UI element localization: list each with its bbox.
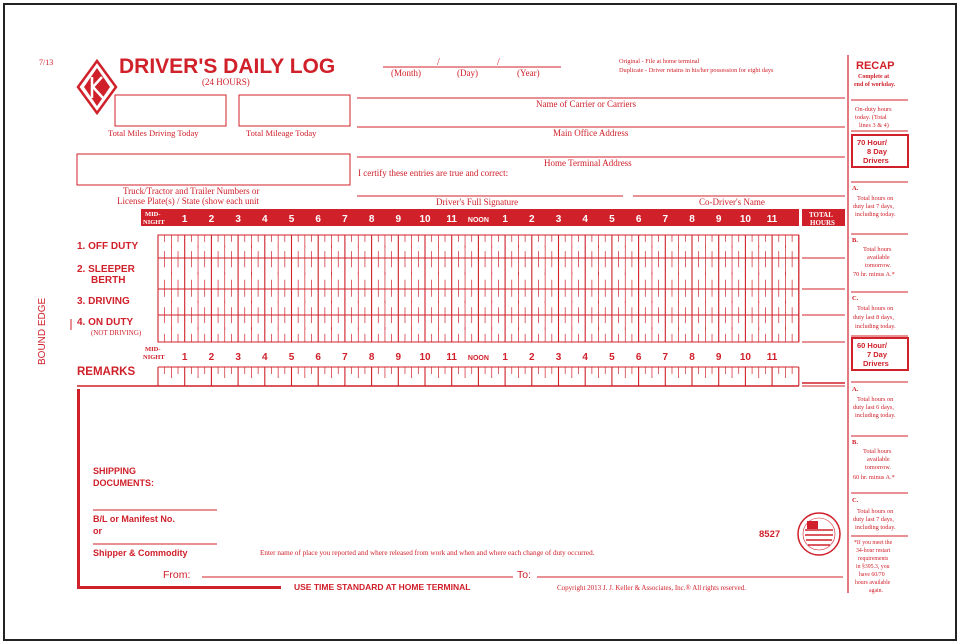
remarks-label: REMARKS bbox=[77, 366, 136, 378]
hour-label: 9 bbox=[715, 214, 722, 225]
hour-label: 11 bbox=[766, 214, 778, 225]
vehicle-numbers-label-2: License Plate(s) / State (show each unit bbox=[117, 196, 259, 206]
midnight-label-lower-top: MID- bbox=[145, 346, 161, 353]
hour-label-lower: 6 bbox=[635, 352, 642, 363]
shipper-commodity-label: Shipper & Commodity bbox=[93, 548, 188, 558]
date-field[interactable] bbox=[383, 57, 561, 78]
home-terminal-label: Home Terminal Address bbox=[544, 158, 632, 168]
recap-70-3: Drivers bbox=[863, 156, 889, 165]
recap-60-b-1: Total hours bbox=[863, 448, 892, 455]
recap-70-c-2: duty last 8 days, bbox=[853, 314, 894, 321]
total-hours-label-top: TOTAL bbox=[809, 211, 833, 219]
hour-label: 3 bbox=[555, 214, 562, 225]
svg-text:/: / bbox=[497, 57, 500, 68]
hour-label-lower: 8 bbox=[368, 352, 375, 363]
hour-label: 9 bbox=[395, 214, 402, 225]
recap-60-b: B. bbox=[852, 439, 858, 446]
form-subtitle: (24 HOURS) bbox=[202, 77, 250, 87]
recap-70-b-1: Total hours bbox=[863, 246, 892, 253]
hour-label: 10 bbox=[739, 214, 751, 225]
recap-title: RECAP bbox=[856, 60, 895, 72]
hour-label: 4 bbox=[582, 214, 588, 225]
recap-70-a-3: including today. bbox=[855, 211, 896, 218]
hour-label-lower: 4 bbox=[262, 352, 268, 363]
remarks-left-bar bbox=[77, 389, 80, 589]
row-label-on-duty: 4. ON DUTY bbox=[77, 317, 134, 328]
hour-label-lower: 1 bbox=[181, 352, 188, 363]
hour-label-lower: 5 bbox=[288, 352, 295, 363]
driver-signature-label: Driver's Full Signature bbox=[436, 197, 519, 207]
hour-label: 6 bbox=[635, 214, 642, 225]
recap-60-c-3: including today. bbox=[855, 524, 896, 531]
total-miles-driving-label: Total Miles Driving Today bbox=[108, 128, 199, 138]
svg-text:/: / bbox=[437, 57, 440, 68]
bl-manifest-label: B/L or Manifest No. bbox=[93, 514, 175, 524]
recap-60-c: C. bbox=[852, 497, 859, 504]
hour-label: 8 bbox=[368, 214, 375, 225]
hour-label: 7 bbox=[662, 214, 669, 225]
hour-label-lower: 2 bbox=[529, 352, 535, 363]
carrier-label: Name of Carrier or Carriers bbox=[536, 99, 636, 109]
hour-label-lower: 1 bbox=[502, 352, 508, 363]
recap-60-a-1: Total hours on bbox=[857, 396, 894, 403]
log-sheet bbox=[3, 3, 957, 641]
recap-60-b-3: tomorrow. bbox=[865, 464, 891, 471]
hour-label-lower: 11 bbox=[766, 352, 778, 363]
recap-60-c-2: duty last 7 days, bbox=[853, 516, 894, 523]
recap-sub-2: end of workday. bbox=[854, 82, 896, 88]
recap-note-7: again. bbox=[869, 588, 884, 594]
remarks-bottom-bar bbox=[77, 586, 281, 589]
form-number: 8527 bbox=[759, 529, 781, 540]
midnight-label-bottom: NIGHT bbox=[143, 219, 165, 226]
hour-label-lower: 8 bbox=[689, 352, 695, 363]
noon-label: NOON bbox=[467, 217, 489, 224]
recap-70-a-1: Total hours on bbox=[857, 195, 894, 202]
vehicle-numbers-label-1: Truck/Tractor and Trailer Numbers or bbox=[123, 186, 260, 196]
total-hours-column[interactable] bbox=[802, 258, 845, 386]
hour-label: 1 bbox=[502, 214, 508, 225]
hour-label-lower: 4 bbox=[582, 352, 588, 363]
recap-note-6: hours available bbox=[855, 580, 891, 586]
remarks-instructions: Enter name of place you reported and where released from work and when and where each change of duty occurred. bbox=[260, 549, 595, 557]
hour-label-lower: 3 bbox=[555, 352, 562, 363]
recap-70-b-3: tomorrow. bbox=[865, 262, 891, 269]
row-label-sleeper: 2. SLEEPER bbox=[77, 264, 135, 275]
recap-70-c: C. bbox=[852, 295, 859, 302]
hour-label: 11 bbox=[446, 214, 457, 225]
hour-label-lower: 5 bbox=[609, 352, 615, 363]
recap-note-1: *If you meet the bbox=[854, 540, 893, 546]
recap-60-b-4: 60 hr. minus A.* bbox=[853, 474, 895, 481]
hour-label-lower: 7 bbox=[342, 352, 348, 363]
codriver-label: Co-Driver's Name bbox=[699, 197, 765, 207]
hour-label: 1 bbox=[181, 214, 188, 225]
hour-label: 2 bbox=[208, 214, 215, 225]
date-year-label: (Year) bbox=[517, 68, 540, 78]
shipping-label: SHIPPING bbox=[93, 466, 137, 476]
to-label: To: bbox=[517, 569, 532, 581]
hour-label-lower: 3 bbox=[235, 352, 241, 363]
hour-label: 6 bbox=[315, 214, 321, 225]
original-note: Original - File at home terminal bbox=[619, 58, 700, 65]
row-label-sleeper-berth: BERTH bbox=[91, 275, 126, 286]
hour-label-lower: 10 bbox=[739, 352, 751, 363]
recap-60-3: Drivers bbox=[863, 359, 889, 368]
hour-label: 5 bbox=[609, 214, 615, 225]
recap-70-a: A. bbox=[852, 185, 859, 192]
hour-label: 5 bbox=[288, 214, 295, 225]
hour-label: 2 bbox=[529, 214, 535, 225]
total-miles-driving-box[interactable] bbox=[115, 95, 226, 126]
bound-edge-label: BOUND EDGE bbox=[37, 297, 48, 365]
hour-numbers-bottom bbox=[182, 352, 778, 363]
recap-note-4: in §395.3, you bbox=[856, 564, 890, 570]
total-mileage-label: Total Mileage Today bbox=[246, 128, 317, 138]
copyright-text: Copyright 2013 J. J. Keller & Associates, Inc.® All rights reserved. bbox=[557, 584, 747, 592]
vehicle-numbers-box[interactable] bbox=[77, 154, 350, 185]
date-month-label: (Month) bbox=[391, 68, 421, 78]
recap-70-b-2: available bbox=[867, 254, 890, 261]
documents-label: DOCUMENTS: bbox=[93, 478, 154, 488]
recap-onduty-1: On-duty hours bbox=[855, 106, 892, 113]
row-label-driving: 3. DRIVING bbox=[77, 296, 130, 307]
recap-70-c-1: Total hours on bbox=[857, 305, 894, 312]
total-hours-label-bottom: HOURS bbox=[810, 219, 835, 227]
certify-text: I certify these entries are true and correct: bbox=[358, 168, 509, 178]
hour-label-lower: 10 bbox=[419, 352, 431, 363]
hour-label-lower: 9 bbox=[395, 352, 402, 363]
remarks-time-ruler[interactable] bbox=[77, 367, 799, 386]
hour-label-lower: 11 bbox=[446, 352, 457, 363]
recap-70-b-4: 70 hr. minus A.* bbox=[853, 271, 895, 278]
hour-label: 3 bbox=[235, 214, 241, 225]
recap-60-b-2: available bbox=[867, 456, 890, 463]
total-mileage-box[interactable] bbox=[239, 95, 350, 126]
duty-status-grid[interactable] bbox=[158, 235, 799, 342]
hour-label-lower: 9 bbox=[715, 352, 722, 363]
recap-onduty-2: today. (Total bbox=[855, 114, 887, 121]
keller-logo-icon bbox=[78, 61, 116, 113]
time-standard-note: USE TIME STANDARD AT HOME TERMINAL bbox=[294, 582, 471, 592]
recap-70-b: B. bbox=[852, 237, 858, 244]
hour-label-lower: 2 bbox=[208, 352, 215, 363]
date-day-label: (Day) bbox=[457, 68, 478, 78]
recap-60-1: 60 Hour/ bbox=[857, 341, 888, 350]
midnight-label-lower-bottom: NIGHT bbox=[143, 354, 165, 361]
hour-label: 10 bbox=[419, 214, 431, 225]
recap-70-c-3: including today. bbox=[855, 323, 896, 330]
hour-label-lower: 6 bbox=[315, 352, 321, 363]
recap-60-a-2: duty last 6 days, bbox=[853, 404, 894, 411]
noon-label-lower: NOON bbox=[467, 355, 489, 362]
row-label-not-driving: (NOT DRIVING) bbox=[91, 329, 142, 337]
recap-60-a-3: including today. bbox=[855, 412, 896, 419]
hour-label-lower: 7 bbox=[662, 352, 669, 363]
recap-70-a-2: duty last 7 days, bbox=[853, 203, 894, 210]
hour-label: 4 bbox=[262, 214, 268, 225]
recap-note-3: requirements bbox=[858, 556, 889, 562]
or-label: or bbox=[93, 526, 102, 536]
recap-60-c-1: Total hours on bbox=[857, 508, 894, 515]
hour-label: 8 bbox=[689, 214, 695, 225]
recap-note-5: have 60/70 bbox=[859, 572, 885, 578]
recap-sub-1: Complete at bbox=[858, 74, 890, 80]
duplicate-note: Duplicate - Driver retains in his/her possession for eight days bbox=[619, 67, 774, 74]
log-drawing bbox=[5, 5, 955, 639]
main-office-label: Main Office Address bbox=[553, 128, 629, 138]
recap-70-1: 70 Hour/ bbox=[857, 138, 888, 147]
recap-note-2: 34-hour restart bbox=[856, 548, 891, 554]
hour-label: 7 bbox=[342, 214, 348, 225]
form-title: DRIVER'S DAILY LOG bbox=[119, 55, 336, 78]
recap-70-2: 8 Day bbox=[867, 147, 888, 156]
row-label-off-duty: 1. OFF DUTY bbox=[77, 241, 139, 252]
from-label: From: bbox=[163, 569, 191, 581]
made-in-usa-seal-icon bbox=[798, 513, 840, 555]
recap-60-2: 7 Day bbox=[867, 350, 888, 359]
recap-onduty-3: lines 3 & 4) bbox=[859, 122, 889, 129]
midnight-label-top: MID- bbox=[145, 211, 161, 218]
form-code: 7/13 bbox=[39, 58, 54, 67]
recap-60-a: A. bbox=[852, 386, 859, 393]
